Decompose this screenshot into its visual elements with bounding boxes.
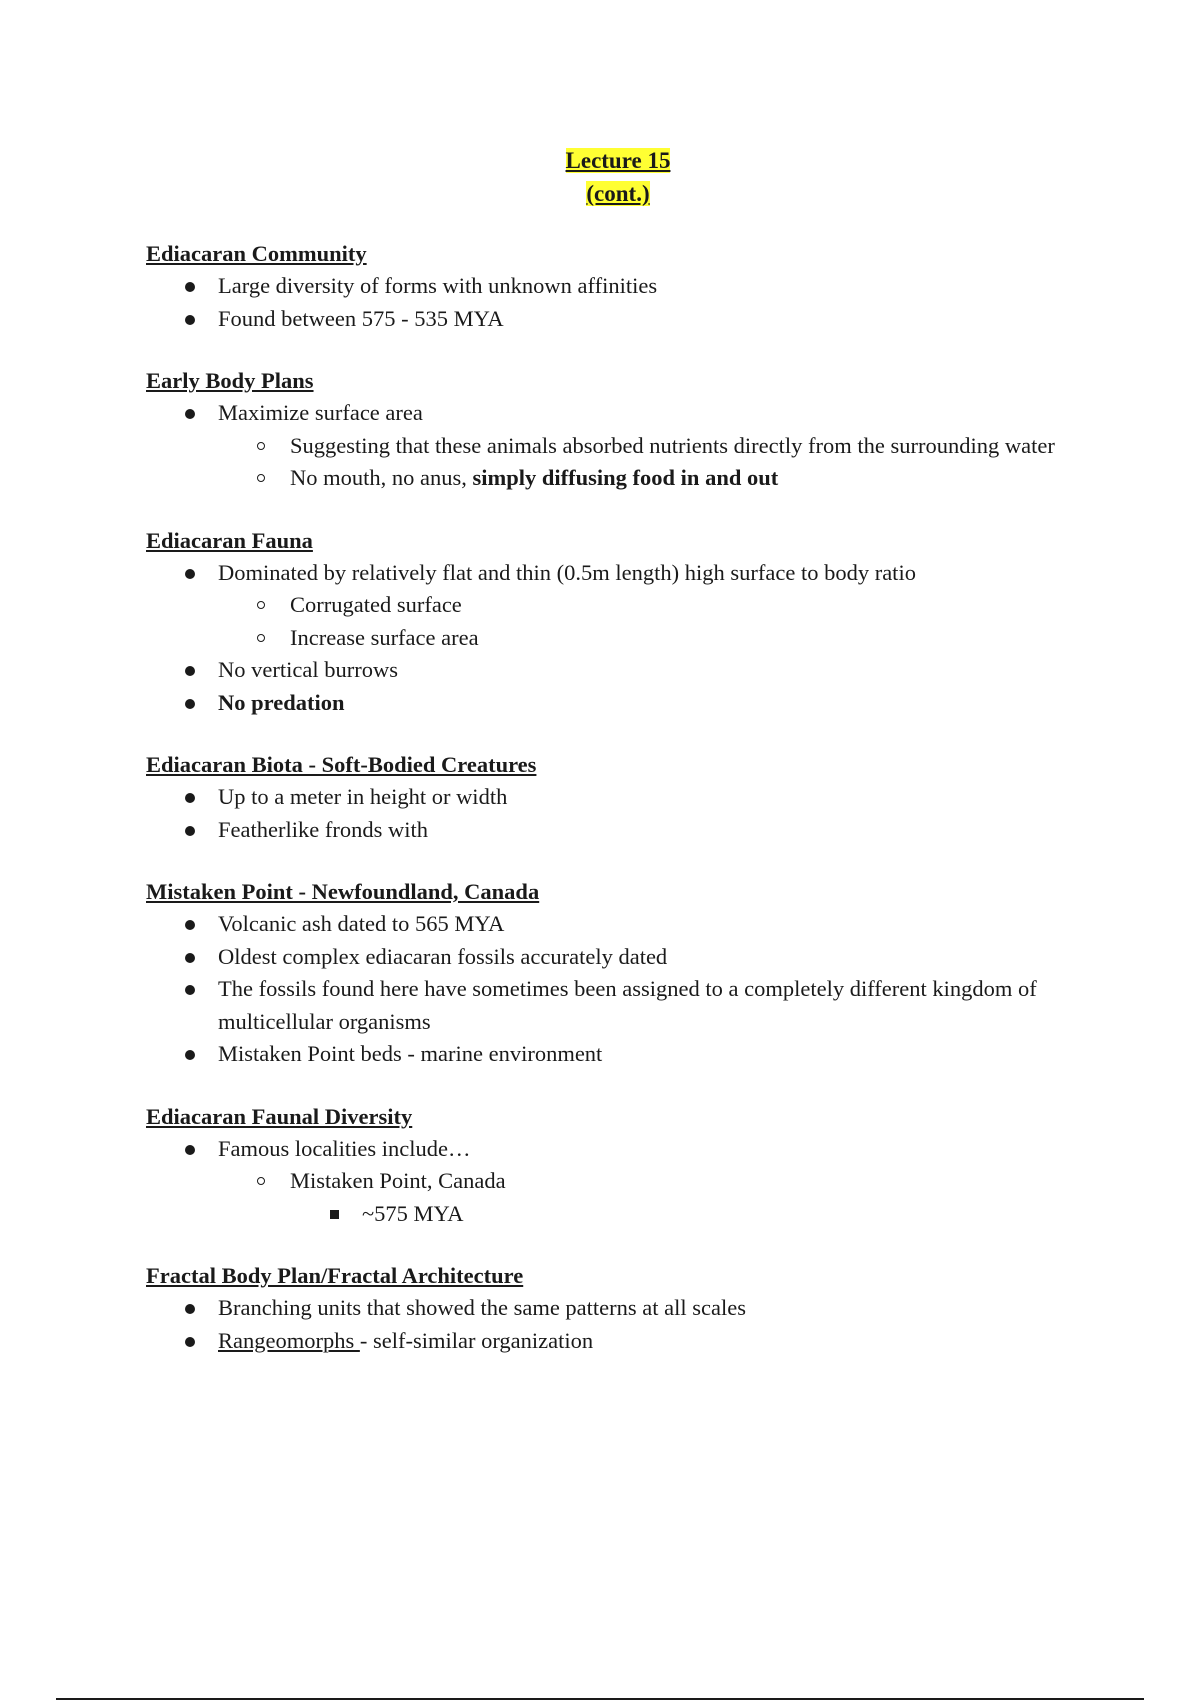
notes-content bbox=[146, 238, 1086, 1387]
square-bullet-icon bbox=[330, 1210, 339, 1219]
list-item bbox=[146, 908, 1086, 941]
bullet-icon bbox=[185, 1337, 195, 1347]
hollow-bullet-icon bbox=[257, 442, 265, 450]
list-item bbox=[146, 781, 1086, 814]
bullet-icon bbox=[185, 666, 195, 676]
section-heading: Mistaken Point - Newfoundland, Canada bbox=[146, 879, 540, 904]
list-item-text: Found between 575 - 535 MYA bbox=[218, 305, 504, 331]
list-item-text: The fossils found here have sometimes been assigned to a completely different kingdom of multicellular organisms bbox=[218, 976, 1037, 1034]
lecture-title bbox=[0, 144, 1200, 210]
hollow-bullet-icon bbox=[257, 1177, 265, 1185]
title-line-2: (cont.) bbox=[586, 181, 650, 206]
section-heading: Ediacaran Fauna bbox=[146, 527, 313, 553]
list-item bbox=[146, 270, 1086, 303]
list-item bbox=[146, 1292, 1086, 1325]
list-item-text: Famous localities include… bbox=[218, 1135, 471, 1161]
hollow-bullet-icon bbox=[257, 474, 265, 482]
list-item-text: No vertical burrows bbox=[218, 657, 398, 682]
list-item-text: Oldest complex ediacaran fossils accurately dated bbox=[218, 943, 668, 969]
list-item bbox=[146, 557, 1086, 590]
bullet-icon bbox=[185, 953, 195, 963]
list-item bbox=[146, 462, 1086, 495]
bullet-icon bbox=[185, 920, 195, 930]
list-item bbox=[146, 1325, 1086, 1358]
list-item bbox=[146, 1165, 1086, 1198]
bullet-icon bbox=[185, 793, 195, 803]
list-item-text: No mouth, no anus, bbox=[290, 465, 473, 490]
list-item-text: Maximize surface area bbox=[218, 400, 423, 425]
section-heading: Early Body Plans bbox=[146, 368, 314, 393]
section-ediacaran-fauna bbox=[146, 525, 1086, 720]
list-item-text: Branching units that showed the same patterns at all scales bbox=[218, 1295, 746, 1320]
bullet-icon bbox=[185, 315, 195, 325]
list-item bbox=[146, 622, 1086, 655]
section-faunal-diversity bbox=[146, 1101, 1086, 1231]
bullet-icon bbox=[185, 1050, 195, 1060]
list-item-bold-text: No predation bbox=[218, 689, 345, 715]
list-item bbox=[146, 973, 1086, 1038]
bullet-icon bbox=[185, 826, 195, 836]
list-item bbox=[146, 397, 1086, 430]
list-item bbox=[146, 303, 1086, 336]
list-item bbox=[146, 1038, 1086, 1071]
list-item bbox=[146, 1198, 1086, 1231]
section-heading: Fractal Body Plan/Fractal Architecture bbox=[146, 1263, 524, 1288]
bullet-icon bbox=[185, 985, 195, 995]
rangeomorphs-link[interactable]: Rangeomorphs bbox=[218, 1327, 360, 1353]
section-heading: Ediacaran Faunal Diversity bbox=[146, 1103, 413, 1129]
hollow-bullet-icon bbox=[257, 634, 265, 642]
list-item bbox=[146, 654, 1086, 687]
list-item-text: Mistaken Point, Canada bbox=[290, 1168, 506, 1193]
list-item bbox=[146, 814, 1086, 847]
list-item-text: Large diversity of forms with unknown affinities bbox=[218, 273, 658, 298]
section-heading: Ediacaran Biota - Soft-Bodied Creatures bbox=[146, 752, 537, 777]
list-item-text: Volcanic ash dated to 565 MYA bbox=[218, 911, 505, 936]
list-item bbox=[146, 687, 1086, 720]
bullet-icon bbox=[185, 569, 195, 579]
bullet-icon bbox=[185, 282, 195, 292]
section-early-body-plans bbox=[146, 365, 1086, 495]
list-item-bold-text: simply diffusing food in and out bbox=[472, 465, 779, 490]
list-item-text: ~575 MYA bbox=[362, 1200, 464, 1226]
list-item-text: Up to a meter in height or width bbox=[218, 784, 508, 809]
section-fractal-body-plan bbox=[146, 1260, 1086, 1357]
bullet-icon bbox=[185, 1304, 195, 1314]
section-heading: Ediacaran Community bbox=[146, 241, 367, 266]
list-item-text: Dominated by relatively flat and thin (0.5m length) high surface to body ratio bbox=[218, 559, 916, 585]
list-item-text: Mistaken Point beds - marine environment bbox=[218, 1041, 603, 1066]
hollow-bullet-icon bbox=[257, 601, 265, 609]
list-item-text: Increase surface area bbox=[290, 624, 479, 650]
section-mistaken-point bbox=[146, 876, 1086, 1071]
list-item-text: - self-similar organization bbox=[359, 1327, 594, 1353]
list-item bbox=[146, 589, 1086, 622]
bullet-icon bbox=[185, 699, 195, 709]
list-item-text: Suggesting that these animals absorbed nutrients directly from the surrounding water bbox=[290, 432, 1055, 458]
section-ediacaran-biota bbox=[146, 749, 1086, 846]
list-item-text: Featherlike fronds with bbox=[218, 816, 428, 842]
list-item bbox=[146, 941, 1086, 974]
list-item-text: Corrugated surface bbox=[290, 592, 462, 617]
bullet-icon bbox=[185, 409, 195, 419]
list-item bbox=[146, 1133, 1086, 1166]
bullet-icon bbox=[185, 1145, 195, 1155]
section-ediacaran-community bbox=[146, 238, 1086, 335]
list-item bbox=[146, 430, 1086, 463]
title-line-1: Lecture 15 bbox=[565, 148, 671, 173]
